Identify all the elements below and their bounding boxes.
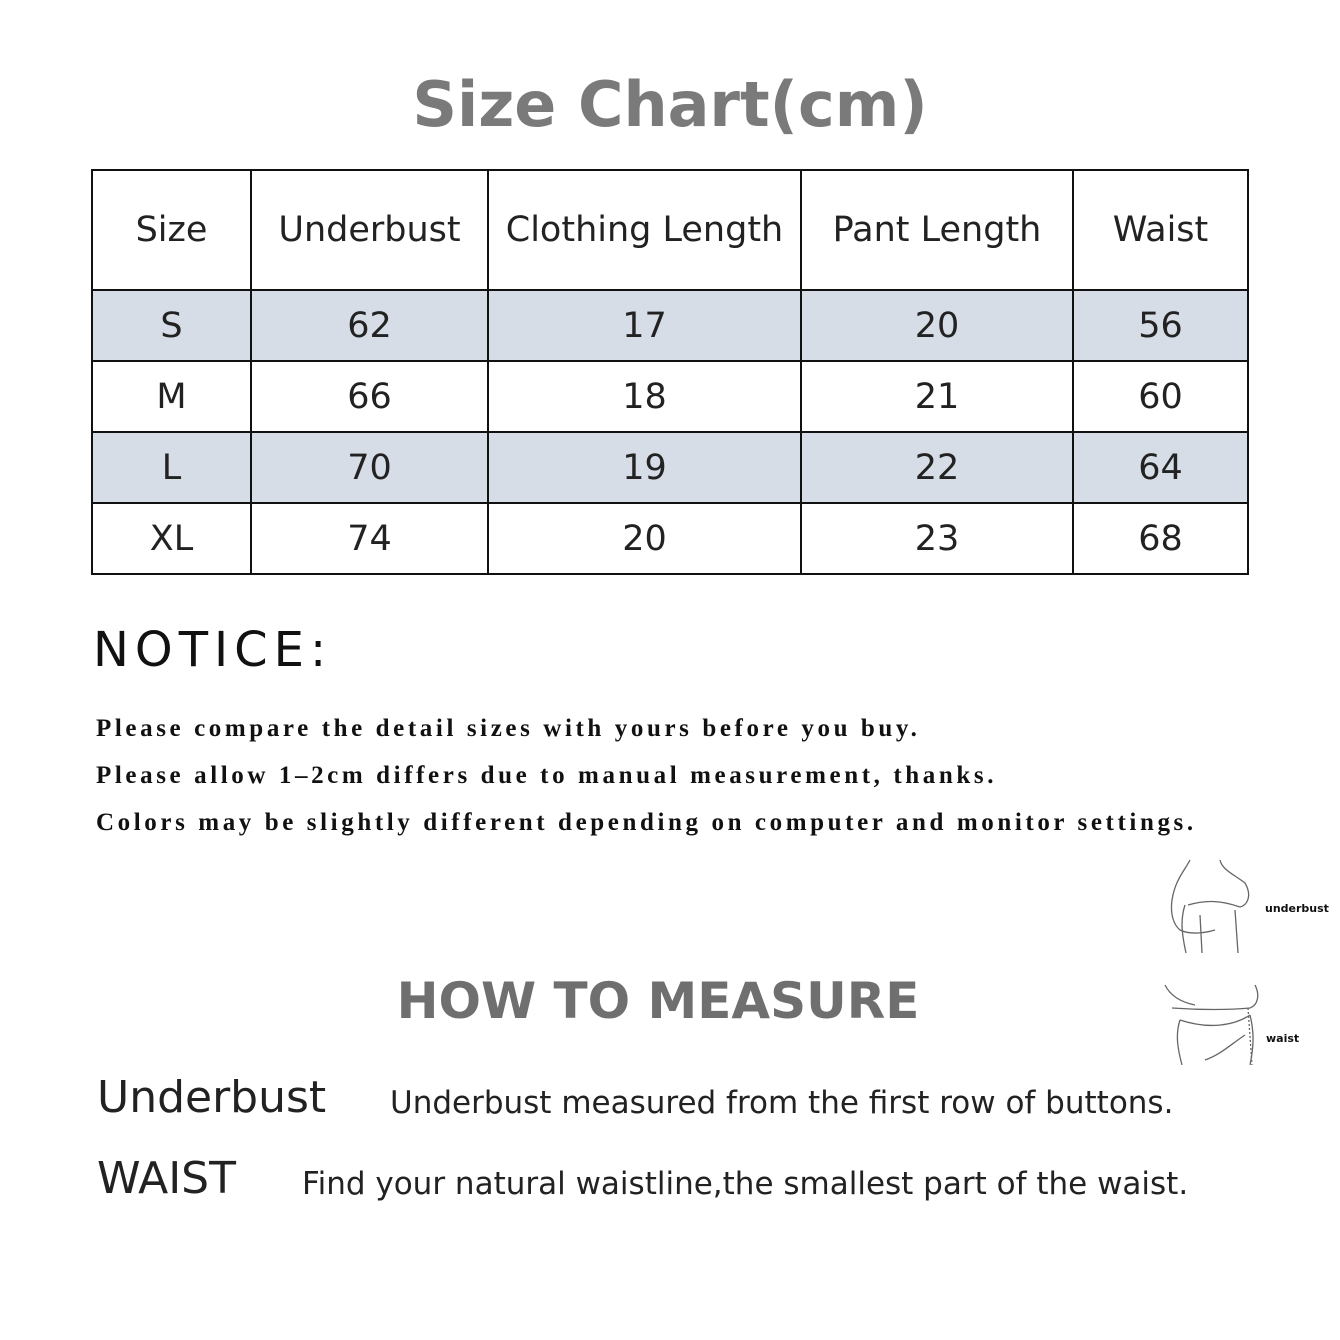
waist-figure-label: waist [1266,1032,1300,1045]
table-header-row [92,170,1248,290]
cell: 56 [1073,290,1248,361]
notice-line: Please compare the detail sizes with yours before you buy. [96,715,921,742]
measure-term: WAIST [97,1153,236,1204]
header-cell: Pant Length [801,170,1073,290]
cell: 20 [801,290,1073,361]
cell: 17 [488,290,801,361]
notice-line: Please allow 1–2cm differs due to manual measurement, thanks. [96,762,998,789]
measure-description: Underbust measured from the first row of buttons. [390,1085,1174,1121]
cell: XL [92,503,251,574]
cell: 18 [488,361,801,432]
cell: 62 [251,290,488,361]
size-table [91,169,1249,575]
notice-heading: NOTICE: [93,622,333,678]
cell: L [92,432,251,503]
cell: S [92,290,251,361]
cell: M [92,361,251,432]
cell: 23 [801,503,1073,574]
header-cell: Size [92,170,251,290]
measure-term: Underbust [97,1072,327,1123]
cell: 68 [1073,503,1248,574]
cell: 21 [801,361,1073,432]
cell: 66 [251,361,488,432]
page-title: Size Chart(cm) [412,68,928,141]
how-to-measure-heading: HOW TO MEASURE [396,972,920,1030]
header-cell: Clothing Length [488,170,801,290]
notice-line: Colors may be slightly different depending on computer and monitor settings. [96,809,1197,836]
table-row [92,432,1248,503]
cell: 19 [488,432,801,503]
underbust-figure-label: underbust [1265,902,1329,915]
underbust-figure [1160,855,1260,959]
underbust-illustration-icon [1160,855,1260,955]
cell: 60 [1073,361,1248,432]
table-row [92,290,1248,361]
cell: 74 [251,503,488,574]
cell: 22 [801,432,1073,503]
table-row [92,361,1248,432]
measure-description: Find your natural waistline,the smallest part of the waist. [302,1166,1189,1202]
header-cell: Underbust [251,170,488,290]
cell: 70 [251,432,488,503]
cell: 64 [1073,432,1248,503]
cell: 20 [488,503,801,574]
header-cell: Waist [1073,170,1248,290]
table-row [92,503,1248,574]
